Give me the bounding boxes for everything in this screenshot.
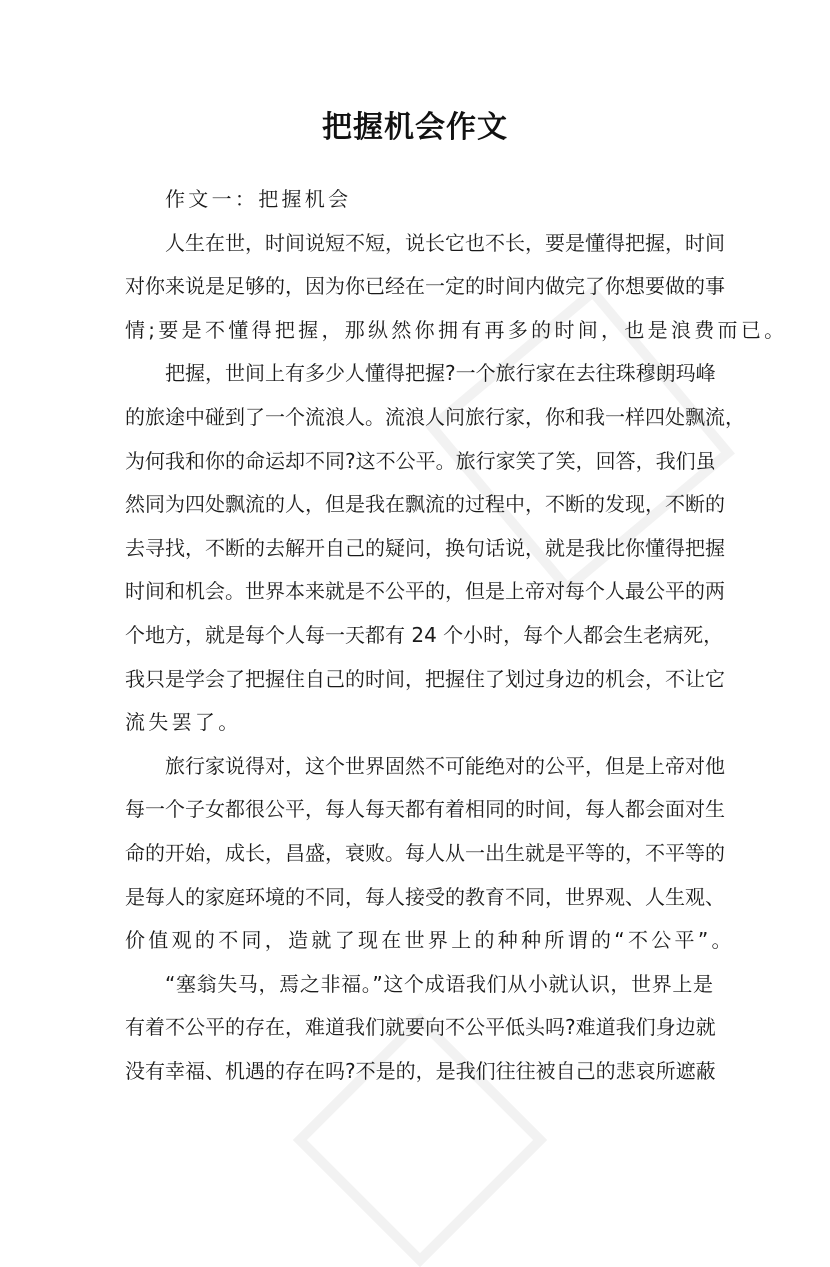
text-line: 价值观的不同，造就了现在世界上的种种所谓的“不公平”。	[125, 928, 735, 953]
text-line: 对你来说是足够的，因为你已经在一定的时间内做完了你想要做的事	[125, 274, 725, 299]
text-line: 情;要是不懂得把握，那纵然你拥有再多的时间，也是浪费而已。	[125, 317, 788, 342]
text-line: 命的开始，成长，昌盛，衰败。每人从一出生就是平等的，不平等的	[125, 840, 725, 865]
text-line: 去寻找，不断的去解开自己的疑问，换句话说，就是我比你懂得把握	[125, 535, 725, 560]
text-line: 没有幸福、机遇的存在吗?不是的，是我们往往被自己的悲哀所遮蔽	[125, 1058, 716, 1083]
paragraph	[125, 963, 716, 1094]
document-title: 把握机会作文	[322, 110, 508, 145]
section-heading	[125, 178, 713, 222]
text-line: 的旅途中碰到了一个流浪人。流浪人问旅行家，你和我一样四处飘流，	[125, 404, 745, 429]
text-line: 每一个子女都很公平，每人每天都有着相同的时间，每人都会面对生	[125, 797, 725, 822]
text-line: 流失罢了。	[125, 710, 242, 735]
text-line: 个地方，就是每个人每一天都有 24 个小时，每个人都会生老病死，	[125, 622, 724, 647]
paragraph	[125, 222, 788, 353]
text-line: 是每人的家庭环境的不同，每人接受的教育不同，世界观、人生观、	[125, 884, 725, 909]
text-line: 为何我和你的命运却不同?这不公平。旅行家笑了笑，回答，我们虽	[125, 448, 716, 473]
paragraph	[125, 745, 735, 963]
text-line: 我只是学会了把握住自己的时间，把握住了划过身边的机会，不让它	[125, 666, 725, 691]
text-line: 然同为四处飘流的人，但是我在飘流的过程中，不断的发现，不断的	[125, 492, 725, 517]
text-line: 有着不公平的存在，难道我们就要向不公平低头吗?难道我们身边就	[125, 1015, 716, 1040]
text-line: 人生在世，时间说短不短，说长它也不长，要是懂得把握，时间	[165, 230, 725, 255]
paragraph	[125, 352, 745, 744]
document-body	[125, 178, 788, 1093]
text-line: “塞翁失马，焉之非福。”这个成语我们从小就认识，世界上是	[165, 971, 713, 996]
text-line: 作文一：把握机会	[165, 187, 352, 211]
text-line: 把握，世间上有多少人懂得把握?一个旅行家在去往珠穆朗玛峰	[165, 361, 716, 386]
text-line: 旅行家说得对，这个世界固然不可能绝对的公平，但是上帝对他	[165, 753, 725, 778]
text-line: 时间和机会。世界本来就是不公平的，但是上帝对每个人最公平的两	[125, 579, 725, 604]
